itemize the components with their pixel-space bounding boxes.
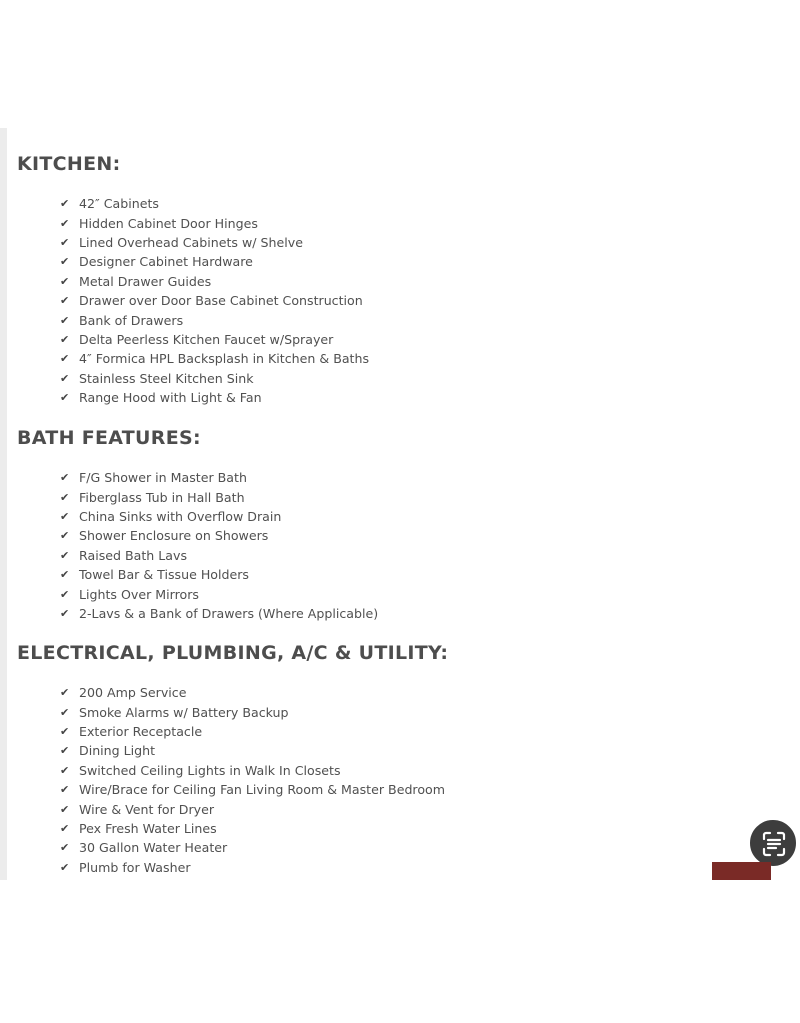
list-item-label: 200 Amp Service xyxy=(79,685,187,701)
electrical-heading: ELECTRICAL, PLUMBING, A/C & UTILITY: xyxy=(17,642,449,664)
checkmark-icon: ✔ xyxy=(60,274,70,288)
scan-text-button[interactable] xyxy=(749,819,797,867)
checkmark-icon: ✔ xyxy=(60,391,70,405)
list-item-label: 42″ Cabinets xyxy=(79,196,159,212)
checkmark-icon: ✔ xyxy=(60,216,70,230)
list-item xyxy=(60,722,797,741)
list-item xyxy=(60,272,797,291)
bath-section xyxy=(17,426,797,623)
list-item-label: Bank of Drawers xyxy=(79,312,184,328)
list-item xyxy=(60,233,797,252)
checkmark-icon: ✔ xyxy=(60,371,70,385)
bath-heading: BATH FEATURES: xyxy=(17,427,201,449)
checkmark-icon: ✔ xyxy=(60,548,70,562)
checkmark-icon: ✔ xyxy=(60,587,70,601)
list-item-label: F/G Shower in Master Bath xyxy=(79,470,247,486)
checkmark-icon: ✔ xyxy=(60,606,70,620)
checkmark-icon: ✔ xyxy=(60,802,70,816)
list-item xyxy=(60,683,797,702)
list-item xyxy=(60,310,797,329)
list-item xyxy=(60,858,797,877)
list-item-label: Lined Overhead Cabinets w/ Shelve xyxy=(79,234,303,250)
list-item xyxy=(60,507,797,526)
list-item xyxy=(60,546,797,565)
checkmark-icon: ✔ xyxy=(60,783,70,797)
checkmark-icon: ✔ xyxy=(60,860,70,874)
list-item-label: Exterior Receptacle xyxy=(79,723,203,739)
checkmark-icon: ✔ xyxy=(60,841,70,855)
checkmark-icon: ✔ xyxy=(60,705,70,719)
list-item-label: Metal Drawer Guides xyxy=(79,273,212,289)
checkmark-icon: ✔ xyxy=(60,744,70,758)
list-item xyxy=(60,780,797,799)
list-item xyxy=(60,213,797,232)
list-item xyxy=(60,838,797,857)
list-item xyxy=(60,194,797,213)
electrical-list xyxy=(17,683,797,877)
checkmark-icon: ✔ xyxy=(60,724,70,738)
list-item-label: Towel Bar & Tissue Holders xyxy=(79,567,249,583)
checkmark-icon: ✔ xyxy=(60,529,70,543)
list-item xyxy=(60,761,797,780)
list-item xyxy=(60,526,797,545)
list-item-label: Lights Over Mirrors xyxy=(79,586,199,602)
bath-list xyxy=(17,468,797,623)
list-item xyxy=(60,330,797,349)
list-item-label: Wire & Vent for Dryer xyxy=(79,801,215,817)
list-item xyxy=(60,604,797,623)
checkmark-icon: ✔ xyxy=(60,821,70,835)
list-item xyxy=(60,584,797,603)
checkmark-icon: ✔ xyxy=(60,568,70,582)
list-item xyxy=(60,741,797,760)
list-item xyxy=(60,349,797,368)
list-item xyxy=(60,291,797,310)
content-area xyxy=(0,128,800,880)
list-item-label: Pex Fresh Water Lines xyxy=(79,820,217,836)
checkmark-icon: ✔ xyxy=(60,352,70,366)
list-item-label: Fiberglass Tub in Hall Bath xyxy=(79,489,245,505)
list-item-label: Dining Light xyxy=(79,743,156,759)
list-item-label: Stainless Steel Kitchen Sink xyxy=(79,370,254,386)
list-item-label: Drawer over Door Base Cabinet Construction xyxy=(79,293,363,309)
list-item xyxy=(60,388,797,407)
list-item xyxy=(60,819,797,838)
list-item-label: 2-Lavs & a Bank of Drawers (Where Applicable) xyxy=(79,605,379,621)
list-item-label: China Sinks with Overflow Drain xyxy=(79,508,282,524)
scan-text-icon xyxy=(750,820,798,868)
list-item-label: 4″ Formica HPL Backsplash in Kitchen & Baths xyxy=(79,351,370,367)
list-item-label: Raised Bath Lavs xyxy=(79,547,188,563)
kitchen-section xyxy=(17,152,797,407)
checkmark-icon: ✔ xyxy=(60,255,70,269)
list-item-label: Range Hood with Light & Fan xyxy=(79,390,262,406)
kitchen-heading: KITCHEN: xyxy=(17,153,121,175)
list-item-label: Plumb for Washer xyxy=(79,859,191,875)
checkmark-icon: ✔ xyxy=(60,471,70,485)
list-item-label: Switched Ceiling Lights in Walk In Closets xyxy=(79,762,341,778)
list-item-label: Hidden Cabinet Door Hinges xyxy=(79,215,258,231)
checkmark-icon: ✔ xyxy=(60,490,70,504)
list-item-label: Smoke Alarms w/ Battery Backup xyxy=(79,704,289,720)
kitchen-list xyxy=(17,194,797,407)
list-item-label: Wire/Brace for Ceiling Fan Living Room & Master Bedroom xyxy=(79,782,446,798)
list-item-label: Shower Enclosure on Showers xyxy=(79,528,269,544)
list-item xyxy=(60,702,797,721)
checkmark-icon: ✔ xyxy=(60,197,70,211)
list-item xyxy=(60,565,797,584)
list-item xyxy=(60,252,797,271)
electrical-section xyxy=(17,641,797,877)
list-item xyxy=(60,487,797,506)
list-item-label: Delta Peerless Kitchen Faucet w/Sprayer xyxy=(79,331,334,347)
checkmark-icon: ✔ xyxy=(60,686,70,700)
list-item xyxy=(60,468,797,487)
checkmark-icon: ✔ xyxy=(60,763,70,777)
accent-bar xyxy=(712,862,771,880)
checkmark-icon: ✔ xyxy=(60,235,70,249)
checkmark-icon: ✔ xyxy=(60,294,70,308)
list-item xyxy=(60,369,797,388)
checkmark-icon: ✔ xyxy=(60,509,70,523)
checkmark-icon: ✔ xyxy=(60,332,70,346)
list-item xyxy=(60,799,797,818)
list-item-label: Designer Cabinet Hardware xyxy=(79,254,253,270)
checkmark-icon: ✔ xyxy=(60,313,70,327)
list-item-label: 30 Gallon Water Heater xyxy=(79,840,228,856)
